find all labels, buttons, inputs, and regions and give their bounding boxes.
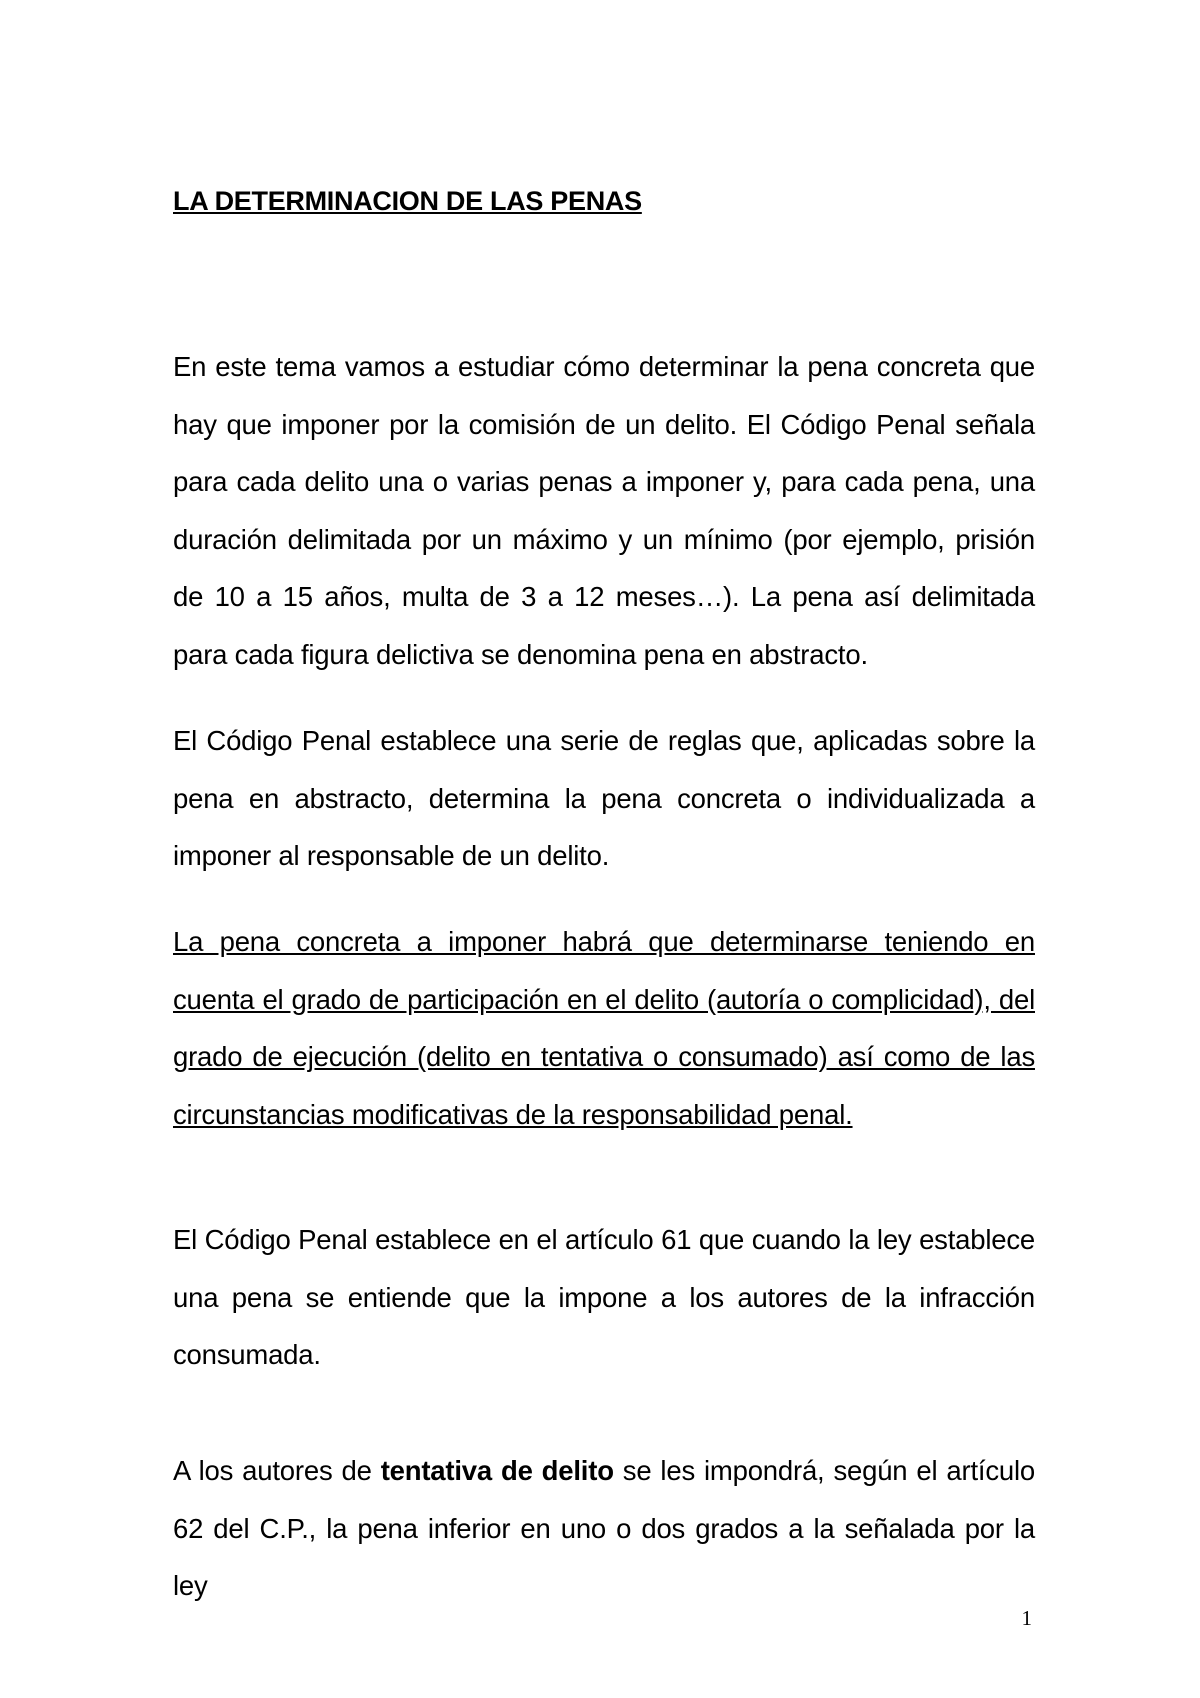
paragraph-underlined-criteria: La pena concreta a imponer habrá que determinarse teniendo en cuenta el grado de participación en el delito (autoría o complicidad), del grado de ejecución (delito en tentativa o consumado) así como de las circunstancias modificativas de la responsabilidad penal. bbox=[173, 926, 1035, 1130]
bold-term-tentativa: tentativa de delito bbox=[380, 1455, 614, 1486]
page-title: LA DETERMINACION DE LAS PENAS bbox=[173, 186, 642, 216]
page-number: 1 bbox=[1021, 1606, 1032, 1630]
paragraph-article-61: El Código Penal establece en el artículo 61 que cuando la ley establece una pena se entiende que la impone a los autores de la infracción consumada. bbox=[173, 1224, 1035, 1371]
paragraph-article-62-rest: se les impondrá, según el artículo 62 del C.P., la pena inferior en uno o dos grados a la señalada por la ley bbox=[173, 1455, 1035, 1602]
paragraph-article-62-lead: A los autores de bbox=[173, 1455, 381, 1486]
paragraph-intro: En este tema vamos a estudiar cómo determinar la pena concreta que hay que imponer por la comisión de un delito. El Código Penal señala para cada delito una o varias penas a imponer y, para cada pena, una duración delimitada por un máximo y un mínimo (por ejemplo, prisión de 10 a 15 años, multa de 3 a 12 meses…). La pena así delimitada para cada figura delictiva se denomina pena en abstracto. bbox=[173, 351, 1035, 670]
paragraph-article-62 bbox=[173, 1442, 1035, 1615]
paragraph-rules: El Código Penal establece una serie de reglas que, aplicadas sobre la pena en abstracto, determina la pena concreta o individualizada a imponer al responsable de un delito. bbox=[173, 725, 1035, 872]
